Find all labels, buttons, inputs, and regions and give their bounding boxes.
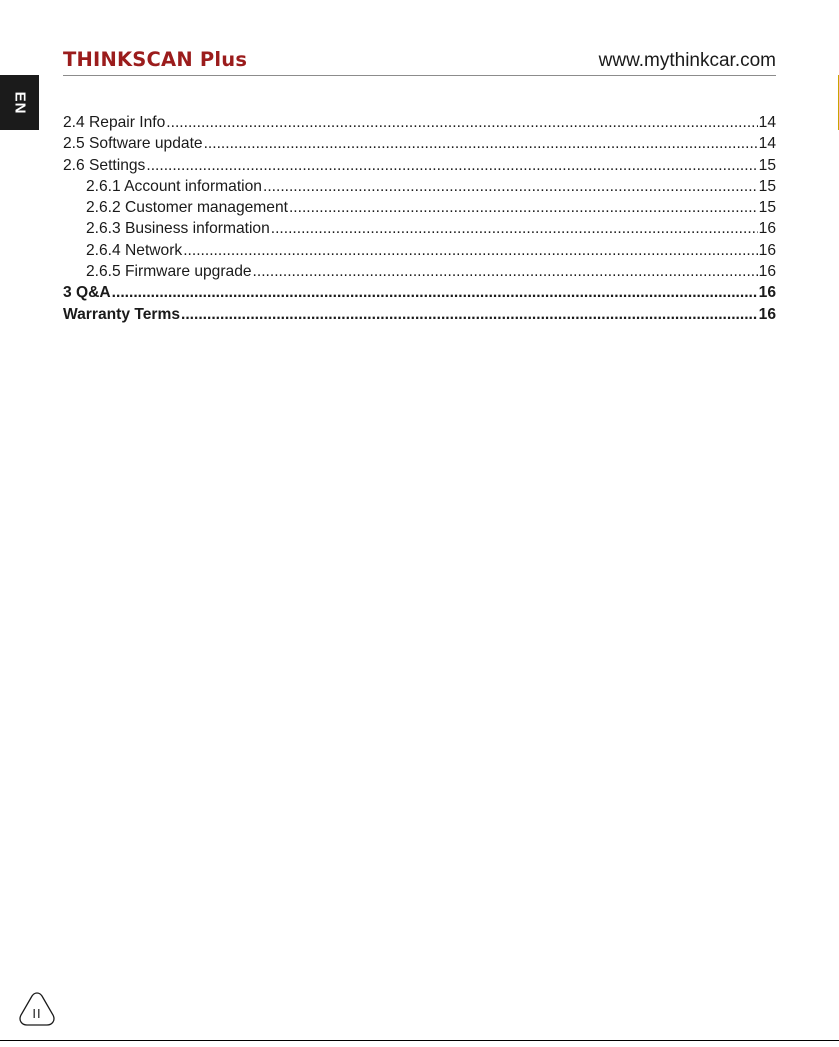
toc-dot-leader [146, 155, 757, 176]
toc-entry-page: 15 [758, 177, 776, 195]
toc-entry-title: 2.4 Repair Info [63, 114, 166, 131]
toc-dot-leader [271, 218, 758, 239]
toc-entry-page: 16 [758, 263, 776, 281]
toc-entry-title: 2.6.5 Firmware upgrade [86, 263, 252, 281]
website-url: www.mythinkcar.com [598, 50, 776, 71]
toc-entry-page: 15 [758, 199, 776, 217]
toc-dot-leader [263, 176, 758, 197]
toc-entry-repair-info[interactable] [63, 112, 776, 133]
toc-entry-title: Warranty Terms [63, 305, 180, 323]
toc-entry-page: 16 [758, 241, 776, 259]
toc-entry-customer-management[interactable] [63, 197, 776, 218]
toc-entry-title: 3 Q&A [63, 284, 111, 302]
language-tab [0, 75, 39, 130]
page-number: II [32, 1006, 42, 1021]
toc-dot-leader [166, 112, 757, 133]
toc-entry-software-update[interactable] [63, 133, 776, 154]
footer-divider [0, 1040, 839, 1041]
toc-entry-business-information[interactable] [63, 218, 776, 239]
page-number-badge [18, 991, 56, 1027]
toc-entry-settings[interactable] [63, 155, 776, 176]
toc-dot-leader [183, 240, 757, 261]
toc-entry-title: 2.6 Settings [63, 156, 146, 174]
toc-entry-title: 2.5 Software update [63, 135, 203, 153]
language-tab-label: EN [11, 91, 28, 114]
header-divider [63, 75, 776, 76]
toc-entry-network[interactable] [63, 240, 776, 261]
toc-dot-leader [181, 304, 758, 325]
toc-entry-page: 14 [758, 135, 776, 153]
toc-entry-qa[interactable] [63, 282, 776, 303]
toc-entry-page: 16 [758, 284, 776, 302]
toc-entry-title: 2.6.4 Network [86, 241, 183, 259]
toc-entry-page: 16 [758, 220, 776, 238]
toc-entry-page: 15 [758, 156, 776, 174]
toc-dot-leader [204, 133, 758, 154]
toc-entry-page: 14 [758, 114, 776, 131]
toc-entry-firmware-upgrade[interactable] [63, 261, 776, 282]
toc-entry-warranty-terms[interactable] [63, 304, 776, 325]
toc-dot-leader [253, 261, 758, 282]
brand-title: THINKSCAN Plus [63, 48, 248, 71]
toc-entry-page: 16 [758, 305, 776, 323]
toc-entry-title: 2.6.1 Account information [86, 177, 262, 195]
toc-entry-account-information[interactable] [63, 176, 776, 197]
toc-dot-leader [112, 282, 758, 303]
table-of-contents [63, 112, 776, 325]
toc-dot-leader [289, 197, 758, 218]
toc-entry-title: 2.6.3 Business information [86, 220, 270, 238]
toc-entry-title: 2.6.2 Customer management [86, 199, 288, 217]
